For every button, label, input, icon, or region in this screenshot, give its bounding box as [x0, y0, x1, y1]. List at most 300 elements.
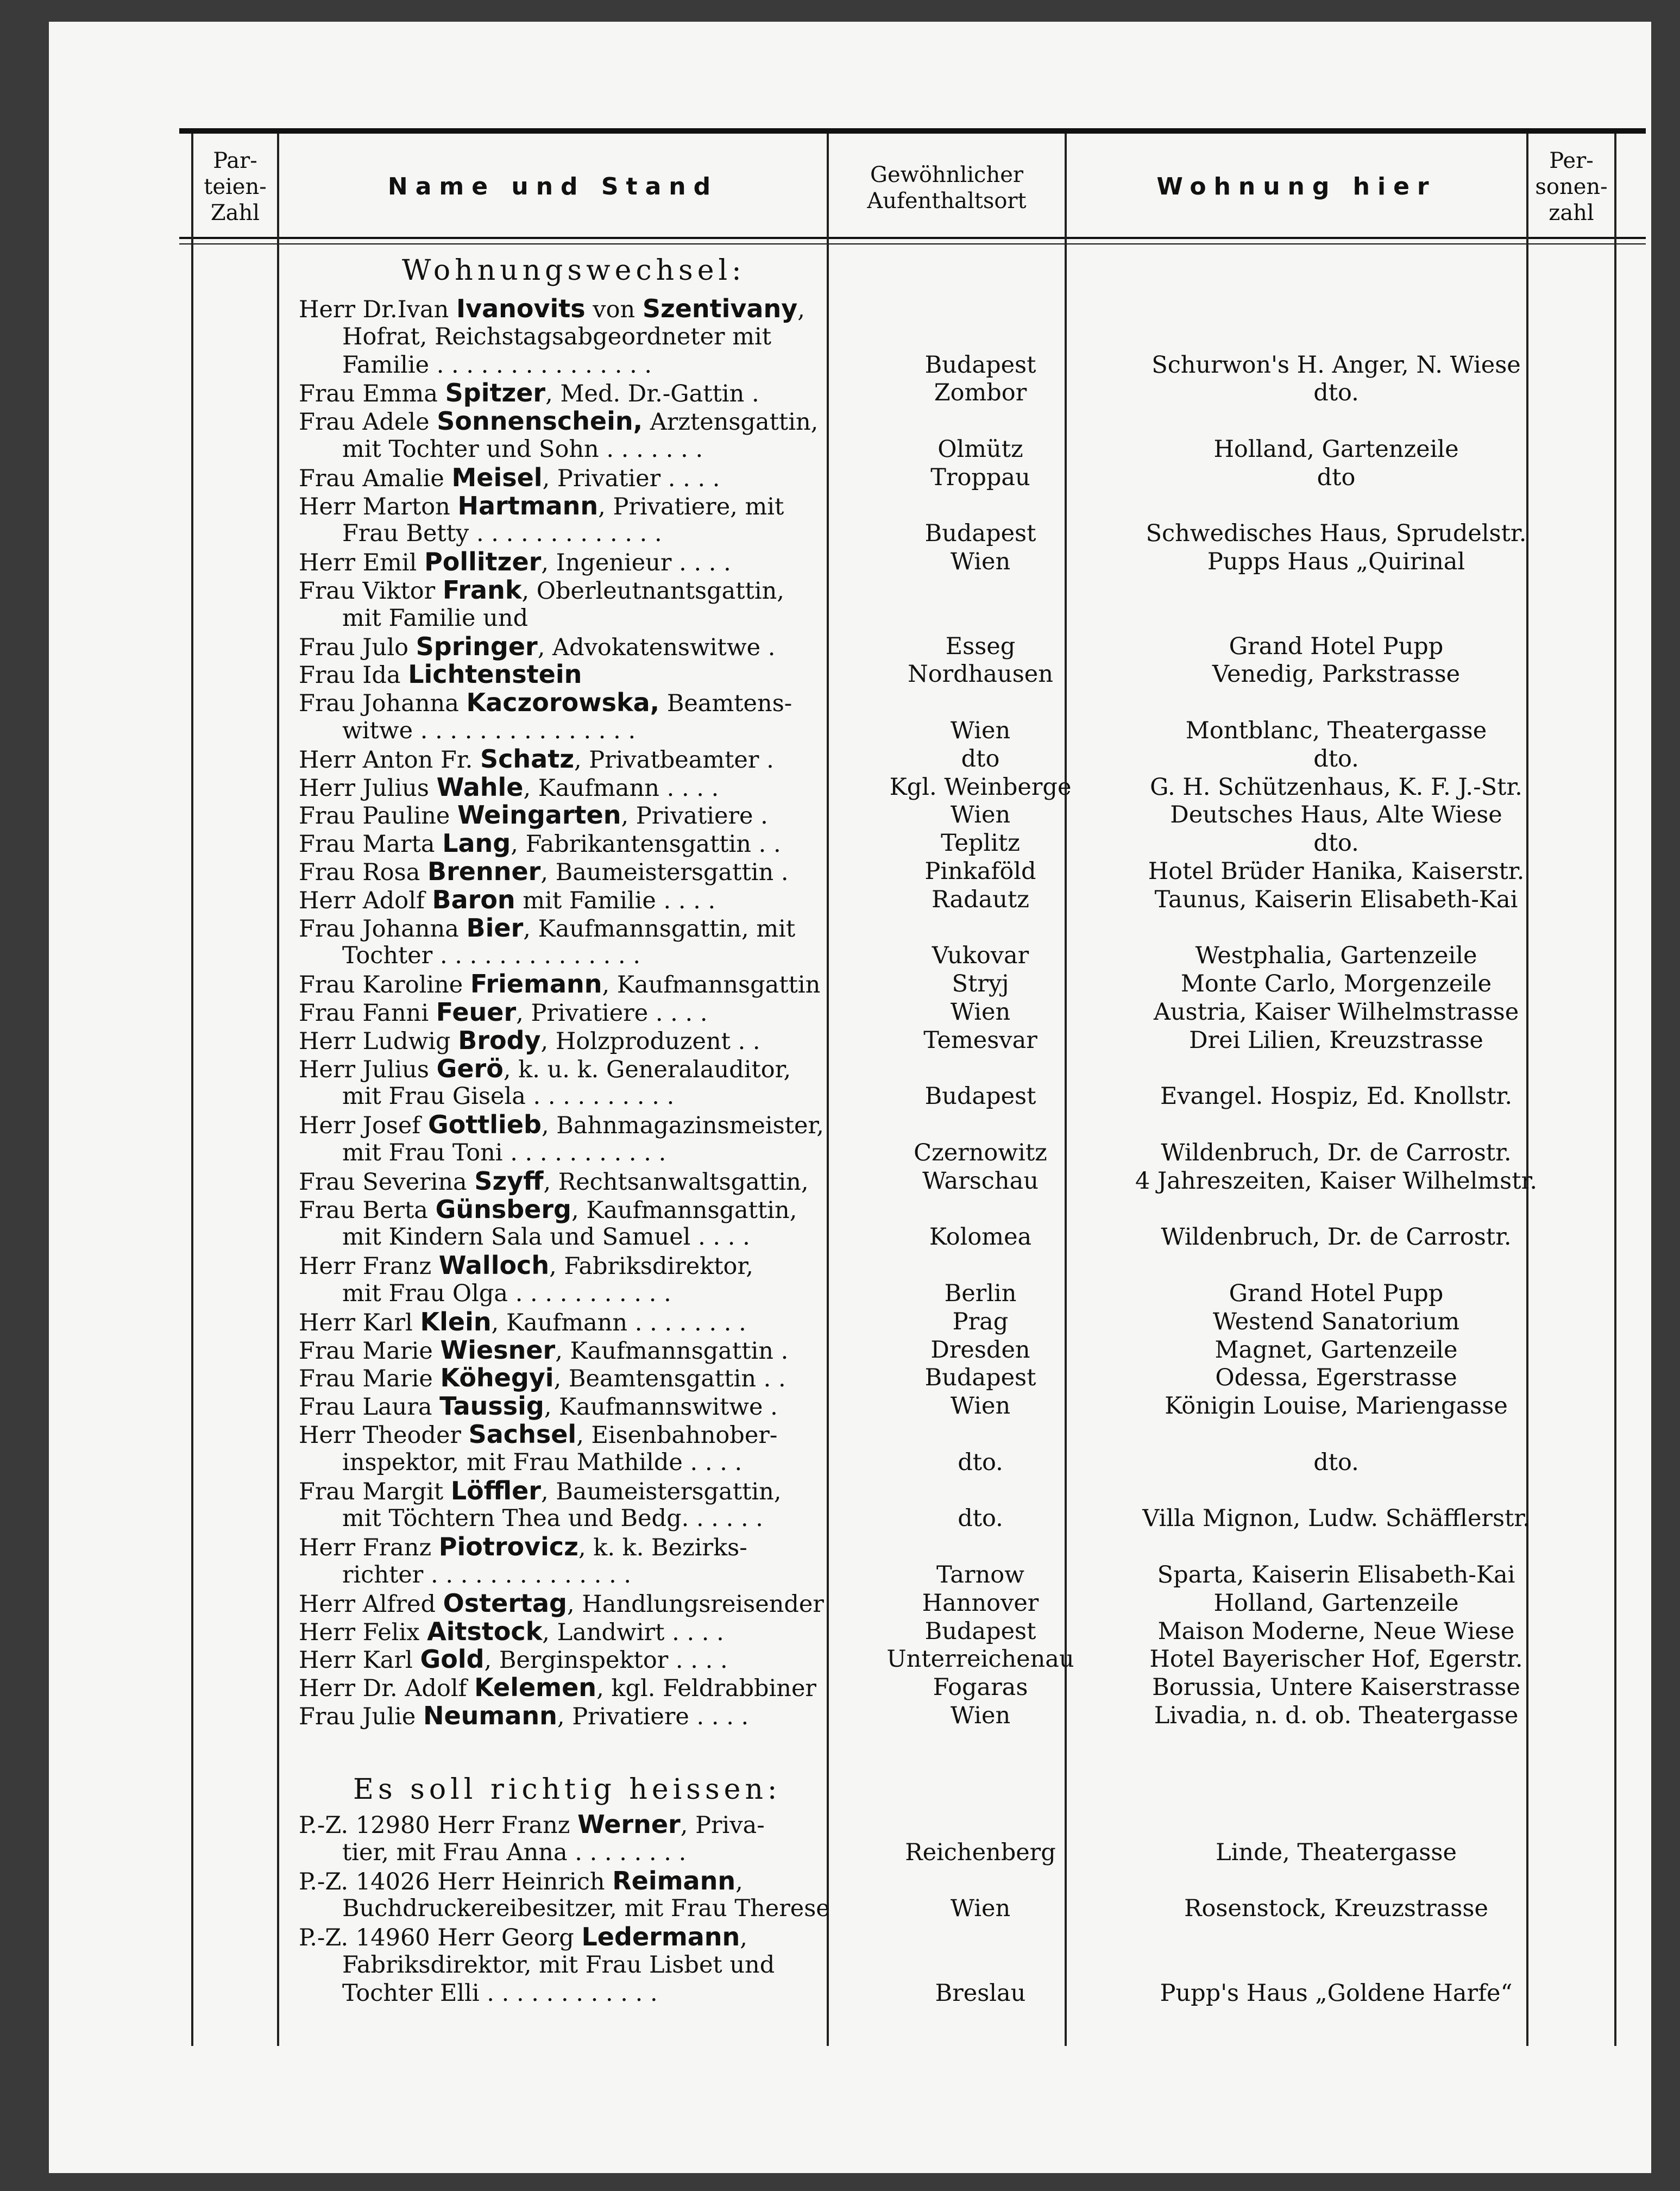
entry-surname: Löffler: [450, 1476, 541, 1505]
entry-wohnung: Linde, Theatergasse: [1216, 1838, 1457, 1866]
entry-text: Buchdruckereibesitzer, mit Frau Therese: [342, 1895, 830, 1923]
entry-name: [299, 1867, 869, 1896]
entry-text: ,: [740, 1924, 747, 1952]
entry-text: , Kaufmannsgattin,: [571, 1196, 797, 1224]
entry-aufenthaltsort: Budapest: [924, 1083, 1036, 1110]
entry-surname: Lang: [442, 829, 511, 858]
entry-surname: Sachsel: [468, 1420, 577, 1449]
entry-name: [299, 745, 869, 774]
header-wohnung-hier: Wohnung hier: [1156, 173, 1437, 200]
entry-surname: Brody: [458, 1026, 541, 1055]
entry-text: , Kaufmannsgattin, mit: [523, 915, 796, 943]
list-item: [49, 970, 1651, 998]
entry-text: Herr Karl: [299, 1647, 420, 1674]
entry-wohnung: Taunus, Kaiserin Elisabeth-Kai: [1154, 886, 1518, 913]
entry-aufenthaltsort: Berlin: [944, 1280, 1017, 1307]
section-title-wohnungswechsel: Wohnungswechsel:: [402, 254, 746, 287]
entry-name: [342, 435, 869, 463]
list-item: [49, 1279, 1651, 1308]
entry-surname: Szyff: [474, 1166, 544, 1196]
entry-text: , Oberleutnantsgattin,: [521, 577, 784, 605]
entry-surname: Spitzer: [445, 379, 546, 408]
entry-wohnung: Königin Louise, Mariengasse: [1165, 1392, 1508, 1420]
section-title-richtig-heissen: Es soll richtig heissen:: [353, 1773, 782, 1806]
entry-text: Frau Pauline: [299, 802, 458, 830]
entry-wohnung: Drei Lilien, Kreuzstrasse: [1189, 1026, 1483, 1054]
entry-name: [299, 463, 869, 493]
entry-text: Herr Adolf: [299, 887, 432, 914]
entry-aufenthaltsort: Wien: [950, 548, 1011, 576]
entry-wohnung: Westend Sanatorium: [1212, 1308, 1460, 1335]
entry-text: mit Kindern Sala und Samuel . . . .: [342, 1223, 750, 1251]
list-item: [49, 379, 1651, 407]
entry-wohnung: dto.: [1313, 830, 1359, 857]
entry-surname: Bier: [466, 913, 524, 943]
list-item: [49, 1867, 1651, 1895]
entry-name: [299, 1589, 869, 1618]
list-item: [49, 1392, 1651, 1420]
entry-text: mit Frau Gisela . . . . . . . . . .: [342, 1083, 675, 1110]
entry-surname: Gerö: [436, 1054, 504, 1083]
entry-name: [299, 492, 869, 521]
entry-text: Frau Marie: [299, 1365, 441, 1393]
entry-aufenthaltsort: Wien: [950, 1702, 1011, 1729]
list-item: [49, 1838, 1651, 1867]
entry-name: [299, 660, 869, 689]
entry-name: [299, 1420, 869, 1449]
entry-text: mit Familie . . . .: [515, 887, 716, 914]
entry-surname: Köhegyi: [440, 1364, 554, 1393]
entry-wohnung: Villa Mignon, Ludw. Schäfflerstr.: [1142, 1505, 1530, 1533]
entry-surname: Szentivany: [642, 294, 798, 323]
entry-aufenthaltsort: Olmütz: [937, 436, 1023, 463]
entry-aufenthaltsort: Warschau: [922, 1167, 1039, 1195]
entry-name: [299, 1533, 869, 1562]
entry-text: Frau Ida: [299, 662, 408, 689]
entry-surname: Lichtenstein: [408, 660, 582, 689]
entry-text: , Privatiere . . . .: [516, 1000, 708, 1027]
entry-wohnung: Schurwon's H. Anger, N. Wiese: [1152, 351, 1521, 379]
entry-wohnung: dto.: [1313, 1448, 1359, 1476]
entry-surname: Frank: [442, 576, 522, 605]
list-item: [49, 576, 1651, 604]
list-item: [49, 1951, 1651, 1979]
entry-text: , Privatiere . . . .: [557, 1703, 749, 1730]
entry-text: , Privatier . . . .: [542, 464, 720, 492]
entry-surname: Pollitzer: [424, 548, 542, 577]
entry-aufenthaltsort: Czernowitz: [914, 1139, 1047, 1166]
entry-name: [342, 1838, 869, 1867]
entry-aufenthaltsort: Radautz: [932, 886, 1029, 913]
list-item: [49, 1979, 1651, 2007]
entry-name: [342, 1979, 869, 2007]
list-item: [49, 1054, 1651, 1083]
entry-text: Herr Dr.Ivan: [299, 296, 456, 323]
entry-text: Frau Johanna: [299, 690, 467, 718]
entry-name: [299, 1110, 869, 1140]
entry-name: [299, 407, 869, 436]
entry-text: Herr Marton: [299, 493, 458, 520]
entry-text: , Kaufmann . . . .: [523, 774, 719, 802]
list-item: [49, 886, 1651, 914]
list-item: [49, 773, 1651, 801]
list-item: [49, 1223, 1651, 1251]
entry-wohnung: Sparta, Kaiserin Elisabeth-Kai: [1157, 1561, 1515, 1589]
header-parteien-line2: teien-: [204, 174, 267, 199]
list-item: [49, 1702, 1651, 1730]
entry-text: Frau Margit: [299, 1478, 451, 1505]
entry-text: , Eisenbahnober-: [576, 1422, 778, 1449]
entry-text: , Fabrikantensgattin . .: [511, 831, 781, 858]
entry-name: [342, 1448, 869, 1477]
entry-aufenthaltsort: dto.: [958, 1505, 1003, 1533]
entry-surname: Aitstock: [427, 1617, 543, 1646]
list-item: [49, 829, 1651, 857]
entry-aufenthaltsort: Zombor: [934, 379, 1027, 407]
entry-aufenthaltsort: Prag: [952, 1308, 1009, 1335]
entry-text: von: [585, 296, 643, 323]
list-item: [49, 1894, 1651, 1923]
entry-wohnung: Livadia, n. d. ob. Theatergasse: [1154, 1702, 1519, 1729]
entry-surname: Ostertag: [443, 1589, 567, 1618]
list-item: [49, 1110, 1651, 1139]
entry-text: ,: [735, 1868, 743, 1895]
entry-wohnung: G. H. Schützenhaus, K. F. J.-Str.: [1150, 773, 1522, 801]
entry-aufenthaltsort: Unterreichenau: [886, 1646, 1074, 1673]
entry-aufenthaltsort: Stryj: [952, 970, 1009, 998]
entry-name: [299, 1336, 869, 1365]
list-item: [49, 548, 1651, 576]
entry-name: [299, 1195, 869, 1225]
entry-aufenthaltsort: Kgl. Weinberge: [889, 773, 1072, 801]
entry-name: [342, 1561, 869, 1589]
entry-surname: Wiesner: [440, 1335, 556, 1365]
entry-text: Frau Marta: [299, 831, 443, 858]
entry-wohnung: Grand Hotel Pupp: [1229, 632, 1444, 660]
entry-wohnung: Wildenbruch, Dr. de Carrostr.: [1161, 1139, 1512, 1166]
entry-wohnung: dto.: [1313, 745, 1359, 773]
list-item: [49, 1533, 1651, 1561]
entry-surname: Werner: [577, 1810, 681, 1839]
entry-text: , Advokatenswitwe .: [537, 633, 776, 661]
entry-text: , Privatbeamter .: [574, 746, 774, 774]
entry-surname: Schatz: [480, 744, 574, 774]
list-item: [49, 1420, 1651, 1448]
entry-name: [299, 576, 869, 605]
entry-wohnung: Montblanc, Theatergasse: [1185, 717, 1487, 744]
entry-text: P.-Z. 14026 Herr Heinrich: [299, 1868, 613, 1895]
entry-text: Tochter . . . . . . . . . . . . . .: [342, 942, 641, 970]
entry-aufenthaltsort: Vukovar: [932, 942, 1029, 970]
header-parteien-line1: Par-: [213, 148, 257, 173]
list-item: [49, 351, 1651, 379]
entry-name: [299, 1810, 869, 1840]
header-parteien-line3: Zahl: [210, 200, 260, 225]
entry-text: , Ingenieur . . . .: [541, 549, 731, 577]
entry-text: , Landwirt . . . .: [542, 1618, 724, 1646]
entry-text: Herr Franz: [299, 1253, 439, 1280]
entry-wohnung: dto: [1317, 463, 1356, 491]
entry-name: [299, 857, 869, 887]
entry-text: Herr Ludwig: [299, 1027, 458, 1055]
entry-name: [299, 632, 869, 662]
entry-surname: Ledermann: [581, 1923, 740, 1952]
entry-text: Herr Dr. Adolf: [299, 1675, 475, 1703]
entry-surname: Kelemen: [474, 1673, 597, 1703]
entry-text: mit Frau Toni . . . . . . . . . . .: [342, 1139, 666, 1166]
entry-text: Herr Anton Fr.: [299, 746, 481, 774]
entry-name: [299, 886, 869, 915]
entry-name: [299, 1702, 869, 1731]
entry-surname: Günsberg: [435, 1195, 571, 1224]
entry-aufenthaltsort: Reichenberg: [905, 1838, 1056, 1866]
entry-text: , Rechtsanwaltsgattin,: [543, 1168, 809, 1196]
entry-text: Frau Julie: [299, 1703, 423, 1730]
entry-text: Frau Emma: [299, 380, 445, 408]
entry-aufenthaltsort: Budapest: [924, 1617, 1036, 1645]
entry-surname: Baron: [432, 885, 515, 914]
entry-name: [342, 351, 869, 379]
entry-wohnung: Odessa, Egerstrasse: [1215, 1364, 1457, 1392]
entry-name: [299, 773, 869, 802]
list-item: [49, 1645, 1651, 1673]
entry-wohnung: Holland, Gartenzeile: [1213, 1589, 1459, 1617]
list-item: [49, 1336, 1651, 1364]
entry-text: Frau Laura: [299, 1393, 440, 1421]
entry-text: mit Tochter und Sohn . . . . . . .: [342, 436, 703, 463]
entry-wohnung: Grand Hotel Pupp: [1229, 1280, 1444, 1307]
header-aufenthaltsort-line1: Gewöhnlicher: [870, 162, 1023, 187]
header-personen-line3: zahl: [1549, 200, 1594, 225]
entry-text: Frau Amalie: [299, 464, 452, 492]
entry-name: [342, 1082, 869, 1110]
list-item: [49, 1082, 1651, 1110]
entry-text: Frau Viktor: [299, 577, 443, 605]
list-item: [49, 1026, 1651, 1054]
entry-name: [342, 604, 869, 632]
entry-surname: Hartmann: [457, 491, 599, 520]
entry-text: Frau Berta: [299, 1196, 436, 1224]
entry-text: , Beamtensgattin . .: [553, 1365, 786, 1393]
entry-text: mit Frau Olga . . . . . . . . . . .: [342, 1280, 671, 1307]
entry-text: richter . . . . . . . . . . . . . .: [342, 1561, 632, 1589]
entry-aufenthaltsort: Hannover: [922, 1589, 1039, 1617]
top-thick-rule: [179, 128, 1646, 134]
entry-text: Frau Johanna: [299, 915, 467, 943]
entry-text: , Priva-: [680, 1812, 765, 1839]
entry-text: inspektor, mit Frau Mathilde . . . .: [342, 1448, 743, 1476]
entry-wohnung: Maison Moderne, Neue Wiese: [1157, 1617, 1515, 1645]
list-item: [49, 998, 1651, 1026]
entry-text: , Fabriksdirektor,: [549, 1253, 753, 1280]
entry-surname: Walloch: [438, 1251, 550, 1280]
entry-text: ,: [797, 296, 805, 323]
entry-name: [299, 1308, 869, 1337]
list-item: [49, 1504, 1651, 1533]
entry-text: , Med. Dr.-Gattin .: [545, 380, 759, 408]
entry-text: , Kaufmannsgattin .: [555, 1337, 789, 1365]
entry-wohnung: Evangel. Hospiz, Ed. Knollstr.: [1160, 1083, 1513, 1110]
entry-name: [299, 294, 869, 324]
entry-text: Herr Alfred: [299, 1590, 443, 1618]
entry-wohnung: Westphalia, Gartenzeile: [1195, 942, 1477, 970]
list-item: [49, 407, 1651, 435]
entry-aufenthaltsort: Wien: [950, 1392, 1011, 1420]
entry-name: [299, 1251, 869, 1280]
entry-name: [299, 801, 869, 830]
entry-text: mit Familie und: [342, 604, 528, 632]
list-item: [49, 1139, 1651, 1167]
list-item: [49, 519, 1651, 548]
entry-name: [299, 379, 869, 408]
entry-wohnung: dto.: [1313, 379, 1359, 407]
header-parteien-zahl: [193, 148, 277, 226]
entry-text: , Handlungsreisender: [567, 1590, 824, 1618]
entry-surname: Taussig: [439, 1392, 544, 1421]
entry-text: , Privatiere, mit: [598, 493, 784, 520]
entry-surname: Weingarten: [457, 801, 621, 830]
list-item: [49, 1561, 1651, 1589]
entry-name: [342, 941, 869, 970]
entry-surname: Piotrovicz: [438, 1533, 578, 1562]
entry-aufenthaltsort: dto.: [958, 1448, 1003, 1476]
list-item: [49, 717, 1651, 745]
document-page: [49, 22, 1651, 2173]
entry-text: tier, mit Frau Anna . . . . . . . .: [342, 1838, 687, 1866]
list-item: [49, 914, 1651, 942]
entry-text: Herr Franz: [299, 1534, 439, 1562]
entry-name: [342, 717, 869, 745]
entry-text: Frau Karoline: [299, 971, 470, 999]
entry-aufenthaltsort: Wien: [950, 801, 1011, 829]
entry-name: [299, 1054, 869, 1084]
entry-text: P.-Z. 12980 Herr Franz: [299, 1812, 578, 1839]
entry-text: , kgl. Feldrabbiner: [596, 1675, 816, 1703]
list-item: [49, 323, 1651, 351]
entry-text: Hofrat, Reichstagsabgeordneter mit: [342, 323, 772, 350]
entry-name: [299, 1026, 869, 1056]
list-item: [49, 688, 1651, 717]
list-item: [49, 1923, 1651, 1951]
entry-text: witwe . . . . . . . . . . . . . . .: [342, 717, 636, 744]
list-item: [49, 1195, 1651, 1223]
entry-wohnung: Borussia, Untere Kaiserstrasse: [1152, 1674, 1520, 1702]
entry-text: Frau Severina: [299, 1168, 475, 1196]
list-item: [49, 1167, 1651, 1195]
entry-surname: Gottlieb: [427, 1110, 542, 1140]
entry-aufenthaltsort: Wien: [950, 717, 1011, 744]
entry-text: , Kaufmann . . . . . . . .: [491, 1309, 746, 1336]
entry-name: [299, 998, 869, 1027]
entry-text: Beamtens-: [659, 690, 792, 718]
entry-text: , Baumeistersgattin .: [540, 859, 789, 886]
entry-aufenthaltsort: Wien: [950, 1895, 1011, 1923]
entry-surname: Brenner: [427, 857, 541, 886]
header-aufenthaltsort: [829, 162, 1065, 214]
entry-wohnung: Pupps Haus „Quirinal: [1207, 548, 1465, 576]
entry-text: Frau Rosa: [299, 859, 428, 886]
entry-name: [342, 1279, 869, 1308]
entry-wohnung: Monte Carlo, Morgenzeile: [1180, 970, 1492, 998]
entry-text: , Bahnmagazinsmeister,: [541, 1112, 824, 1140]
list-item: [49, 660, 1651, 688]
list-item: [49, 941, 1651, 970]
entry-name: [342, 1139, 869, 1167]
entry-text: P.-Z. 14960 Herr Georg: [299, 1924, 582, 1952]
entry-name: [299, 1364, 869, 1393]
entry-surname: Neumann: [423, 1702, 557, 1730]
entry-surname: Gold: [420, 1645, 485, 1674]
header-name-und-stand: Name und Stand: [387, 173, 719, 200]
entry-wohnung: Austria, Kaiser Wilhelmstrasse: [1153, 999, 1519, 1026]
list-item: [49, 1477, 1651, 1505]
entry-name: [299, 970, 869, 999]
entry-text: , k. u. k. Generalauditor,: [503, 1056, 791, 1083]
entry-text: Herr Julius: [299, 1056, 437, 1083]
entry-aufenthaltsort: Budapest: [924, 520, 1036, 548]
list-item: [49, 1589, 1651, 1617]
list-item: [49, 1251, 1651, 1279]
entry-text: Arztensgattin,: [643, 409, 819, 436]
entry-name: [299, 688, 869, 718]
entry-aufenthaltsort: Esseg: [945, 632, 1016, 660]
entry-wohnung: Holland, Gartenzeile: [1213, 436, 1459, 463]
entry-text: , Berginspektor . . . .: [484, 1647, 728, 1674]
entry-surname: Springer: [416, 632, 538, 661]
list-item: [49, 632, 1651, 661]
entry-wohnung: Wildenbruch, Dr. de Carrostr.: [1161, 1223, 1512, 1251]
entry-text: Frau Fanni: [299, 1000, 436, 1027]
entry-name: [299, 1923, 869, 1952]
entry-wohnung: Pupp's Haus „Goldene Harfe“: [1160, 1979, 1513, 2007]
entry-aufenthaltsort: Wien: [950, 999, 1011, 1026]
entry-name: [299, 1477, 869, 1506]
entry-wohnung: Deutsches Haus, Alte Wiese: [1170, 801, 1502, 829]
header-bottom-rule: [179, 237, 1646, 239]
entry-text: , Privatiere .: [621, 802, 768, 830]
entry-surname: Ivanovits: [456, 294, 586, 323]
entry-wohnung: 4 Jahreszeiten, Kaiser Wilhelmstr.: [1135, 1167, 1537, 1195]
entry-aufenthaltsort: Kolomea: [929, 1223, 1032, 1251]
entry-name: [342, 323, 869, 351]
entry-name: [342, 519, 869, 548]
entry-surname: Wahle: [436, 773, 524, 802]
entry-name: [342, 1504, 869, 1533]
entry-aufenthaltsort: Temesvar: [923, 1026, 1037, 1054]
list-item: [49, 435, 1651, 463]
entry-text: Herr Julius: [299, 774, 437, 802]
entry-text: Frau Betty . . . . . . . . . . . . .: [342, 520, 662, 548]
entry-wohnung: Hotel Brüder Hanika, Kaiserstr.: [1148, 858, 1525, 885]
entry-text: , Baumeistersgattin,: [541, 1478, 782, 1505]
list-item: [49, 801, 1651, 829]
list-item: [49, 857, 1651, 886]
entry-name: [299, 548, 869, 577]
entry-name: [299, 1645, 869, 1674]
list-item: [49, 745, 1651, 773]
entry-surname: Sonnenschein,: [437, 407, 643, 436]
entry-aufenthaltsort: Dresden: [930, 1336, 1030, 1364]
list-item: [49, 492, 1651, 520]
entry-wohnung: Rosenstock, Kreuzstrasse: [1184, 1895, 1488, 1923]
entry-text: Frau Marie: [299, 1337, 441, 1365]
entry-text: mit Töchtern Thea und Bedg. . . . . .: [342, 1505, 763, 1533]
list-item: [49, 1448, 1651, 1477]
list-item: [49, 1308, 1651, 1336]
entry-surname: Kaczorowska,: [466, 688, 660, 718]
entry-text: Frau Julo: [299, 633, 416, 661]
entry-text: , Holzproduzent . .: [540, 1027, 760, 1055]
